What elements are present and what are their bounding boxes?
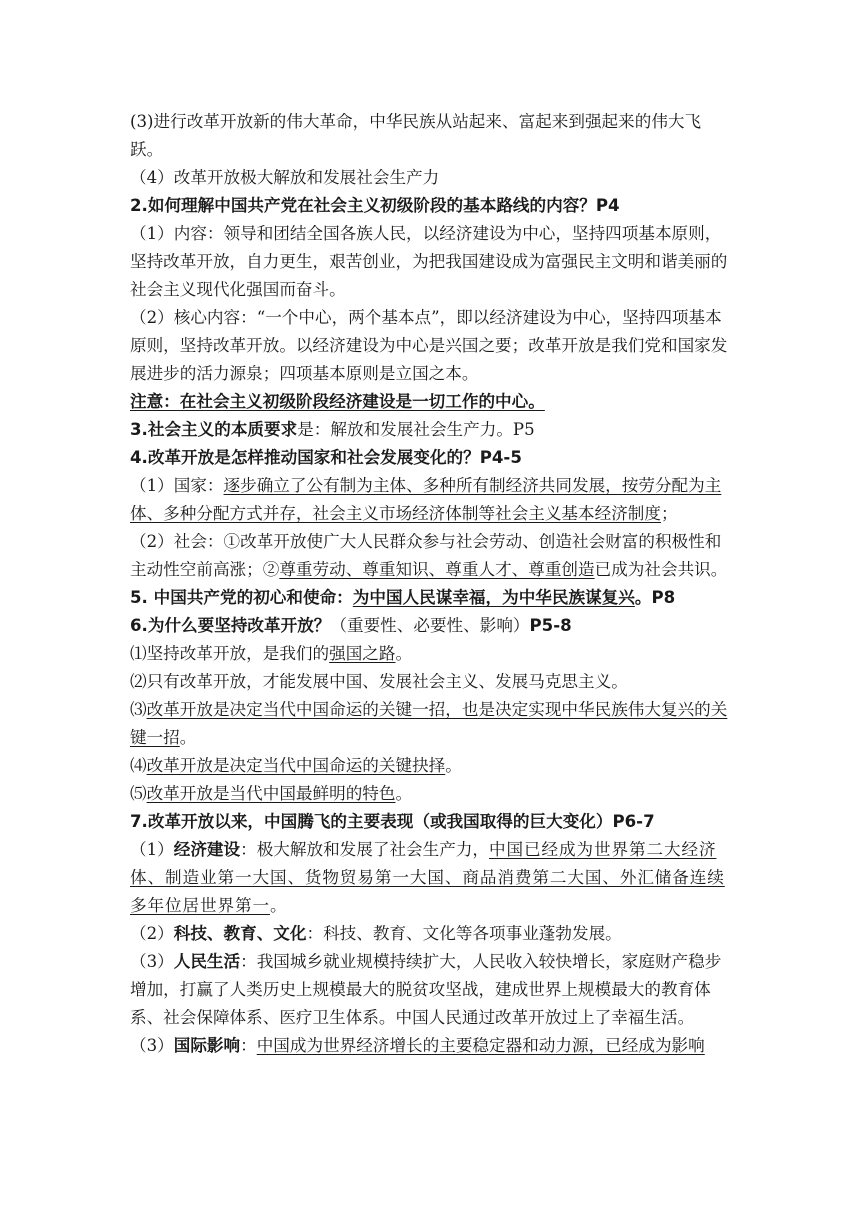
text: （重要性、必要性、影响） (330, 616, 530, 635)
bold-label: 国际影响 (173, 1036, 241, 1055)
list-item (130, 752, 732, 780)
paragraph: （2）核心内容：“一个中心，两个基本点”，即以经济建设为中心，坚持四项基本原则，坚持改革开放。以经济建设为中心是兴国之要；改革开放是我们党和国家发展进步的活力源泉；四项基本原则是立国之本。 (130, 308, 728, 383)
bold-label: 5. 中国共产党的初心和使命： (130, 588, 353, 607)
text: 。 (395, 644, 413, 663)
bold-label: 6.为什么要坚持改革开放？ (130, 616, 331, 635)
paragraph (130, 1032, 732, 1060)
text: 是：解放和发展社会生产力。P5 (297, 420, 535, 439)
paragraph (130, 528, 732, 584)
bold-label: 3.社会主义的本质要求 (130, 420, 298, 439)
paragraph: （4）改革开放极大解放和发展社会生产力 (130, 168, 440, 187)
underlined-text: 改革开放是决定当代中国命运的关键抉择 (146, 756, 446, 775)
underlined-text: 逐步确立了公有制为主体、多种所有制经济共同发展，按劳分配为主体、多种分配方式并存，社会主义市场经济体制等社会主义基本经济制度 (130, 476, 722, 523)
bold-label: 经济建设 (173, 840, 241, 859)
text: 。 (269, 896, 287, 915)
list-item: ⑵只有改革开放，才能发展中国、发展社会主义、发展马克思主义。 (130, 672, 628, 691)
list-item (130, 640, 732, 668)
paragraph (130, 948, 732, 1032)
text: ：极大解放和发展了社会生产力， (240, 840, 490, 859)
document-page (130, 108, 732, 1060)
text: ⑶ (130, 700, 147, 719)
text: ； (661, 504, 678, 523)
question-heading (130, 584, 732, 612)
underlined-text: 中国成为世界经济增长的主要稳定器和动力源，已经成为影响 (256, 1036, 705, 1055)
note-heading: 注意：在社会主义初级阶段经济建设是一切工作的中心。 (130, 392, 545, 411)
paragraph: （1）内容：领导和团结全国各族人民，以经济建设为中心，坚持四项基本原则，坚持改革开放，自力更生，艰苦创业，为把我国建设成为富强民主文明和谐美丽的社会主义现代化强国而奋斗。 (130, 224, 728, 299)
bold-label: 人民生活 (173, 952, 241, 971)
underlined-text: 改革开放是当代中国最鲜明的特色 (146, 784, 396, 803)
question-heading (130, 612, 732, 640)
text: 。 (445, 756, 462, 775)
underlined-text: 中国已经成为世界第二大经济体、制造业第一大国、货物贸易第一大国、商品消费第二大国、外汇储备连续多年位居世界第一 (130, 840, 725, 915)
list-item (130, 780, 732, 808)
text: （1）国家： (130, 476, 224, 495)
underlined-text: 尊重劳动、尊重知识、尊重人才、尊重创造 (279, 560, 595, 579)
text: 已成为社会共识。 (594, 560, 728, 579)
text: ⑴坚持改革开放，是我们的 (130, 644, 330, 663)
question-heading: 4.改革开放是怎样推动国家和社会发展变化的？P4-5 (130, 448, 522, 467)
text: ： (240, 1036, 257, 1055)
paragraph: (3)进行改革开放新的伟大革命，中华民族从站起来、富起来到强起来的伟大飞跃。 (130, 112, 702, 159)
text: 。P8 (634, 588, 676, 607)
list-item (130, 696, 732, 752)
text: 。 (395, 784, 413, 803)
underlined-text: 改革开放是决定当代中国命运的关键一招，也是决定实现中华民族伟大复兴的关键一招 (130, 700, 728, 747)
text: ：科技、教育、文化等各项事业蓬勃发展。 (306, 924, 622, 943)
text: ⑸ (130, 784, 147, 803)
text: 。 (179, 728, 197, 747)
paragraph (130, 836, 732, 920)
question-heading: 7.改革开放以来，中国腾飞的主要表现（或我国取得的巨大变化）P6-7 (130, 812, 655, 831)
paragraph (130, 472, 732, 528)
text: （3） (130, 952, 174, 971)
underlined-text: 强国之路 (329, 644, 396, 663)
text: （3） (130, 1036, 174, 1055)
paragraph (130, 416, 732, 444)
text: （1） (130, 840, 174, 859)
text: ：我国城乡就业规模持续扩大，人民收入较快增长，家庭财产稳步增加，打赢了人类历史上规模最大的脱贫攻坚战，建成世界上规模最大的教育体系、社会保障体系、医疗卫生体系。中国人民通过改革开放过上了幸福生活。 (130, 952, 722, 1027)
underlined-text: 为中国人民谋幸福，为中华民族谋复兴 (352, 588, 635, 607)
bold-label: P5-8 (529, 616, 572, 635)
text: ⑷ (130, 756, 147, 775)
text: （2）社会：①改革开放使广大人民群众参与社会劳动、创造社会财富的积极性和主动性空前高涨；② (130, 532, 722, 579)
text: （2） (130, 924, 174, 943)
bold-label: 科技、教育、文化 (173, 924, 307, 943)
question-heading: 2.如何理解中国共产党在社会主义初级阶段的基本路线的内容？P4 (130, 196, 620, 215)
paragraph (130, 920, 732, 948)
